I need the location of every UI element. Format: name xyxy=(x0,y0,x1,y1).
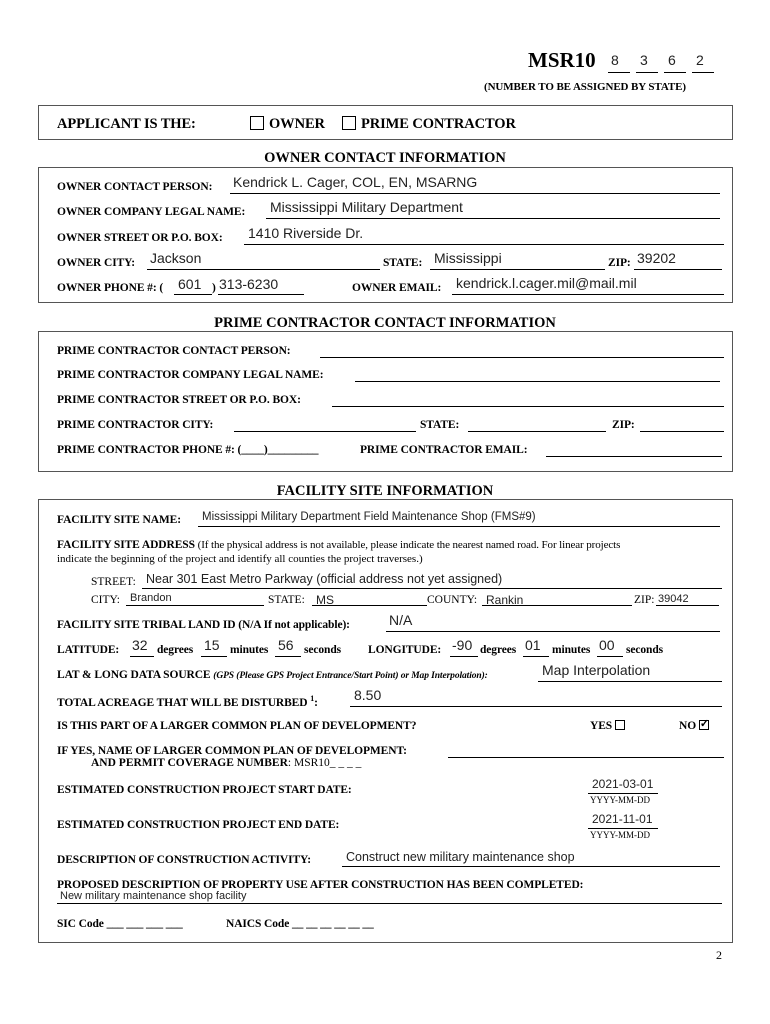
start-date-format: YYYY-MM-DD xyxy=(590,795,650,805)
prime-option-label: PRIME CONTRACTOR xyxy=(361,116,516,132)
owner-phone-area-field[interactable]: 601 xyxy=(178,276,202,292)
site-state-field[interactable]: MS xyxy=(316,593,334,607)
owner-company-field[interactable]: Mississippi Military Department xyxy=(270,199,463,215)
site-address-label xyxy=(57,539,620,551)
lat-sec-field[interactable]: 56 xyxy=(278,637,294,653)
prime-option[interactable] xyxy=(342,116,516,133)
owner-zip-label: ZIP: xyxy=(608,257,631,269)
owner-section-title: OWNER CONTACT INFORMATION xyxy=(264,150,506,166)
prime-section-title: PRIME CONTRACTOR CONTACT INFORMATION xyxy=(214,315,556,331)
lon-deg-word: degrees xyxy=(480,644,517,656)
page-number: 2 xyxy=(716,948,722,962)
owner-checkbox[interactable] xyxy=(250,116,264,130)
site-name-field[interactable]: Mississippi Military Department Field Maintenance Shop (FMS#9) xyxy=(202,511,536,523)
owner-contact-field[interactable]: Kendrick L. Cager, COL, EN, MSARNG xyxy=(233,174,478,190)
acreage-footnote: 1 xyxy=(310,694,315,703)
yes-checkbox[interactable] xyxy=(615,720,625,730)
lat-min-field[interactable]: 15 xyxy=(204,637,220,653)
prime-street-label: PRIME CONTRACTOR STREET OR P.O. BOX: xyxy=(57,394,301,406)
owner-city-field[interactable]: Jackson xyxy=(150,250,202,266)
activity-field[interactable]: Construct new military maintenance shop xyxy=(346,850,575,864)
end-date-field[interactable]: 2021-11-01 xyxy=(592,812,653,826)
acreage-field[interactable]: 8.50 xyxy=(354,687,382,703)
property-use-label: PROPOSED DESCRIPTION OF PROPERTY USE AFTER CONSTRUCTION HAS BEEN COMPLETED: xyxy=(57,879,584,891)
prime-state-field[interactable] xyxy=(468,431,606,432)
yes-option[interactable] xyxy=(590,720,625,732)
number-note: (NUMBER TO BE ASSIGNED BY STATE) xyxy=(484,81,686,93)
prime-zip-label: ZIP: xyxy=(612,419,635,431)
owner-street-label: OWNER STREET OR P.O. BOX: xyxy=(57,232,223,244)
owner-zip-field[interactable]: 39202 xyxy=(637,250,676,266)
prime-email-field[interactable] xyxy=(546,456,722,457)
prime-city-field[interactable] xyxy=(234,431,416,432)
naics-code-field[interactable]: NAICS Code __ __ __ __ __ __ xyxy=(226,918,374,930)
lat-min-word: minutes xyxy=(230,644,269,656)
msr-digit-3[interactable]: 6 xyxy=(668,52,676,68)
common-plan-question: IS THIS PART OF A LARGER COMMON PLAN OF DEVELOPMENT? xyxy=(57,720,417,732)
owner-phone-label: OWNER PHONE #: ( xyxy=(57,282,164,294)
no-label: NO xyxy=(679,720,697,732)
site-address-note-2: indicate the beginning of the project and identify all counties the project traverses.) xyxy=(57,553,423,565)
site-zip-label: ZIP: xyxy=(634,594,655,606)
prime-state-label: STATE: xyxy=(420,419,460,431)
prime-zip-field[interactable] xyxy=(640,431,724,432)
longitude-label: LONGITUDE: xyxy=(368,644,442,656)
activity-label: DESCRIPTION OF CONSTRUCTION ACTIVITY: xyxy=(57,854,311,866)
owner-contact-label: OWNER CONTACT PERSON: xyxy=(57,181,213,193)
prime-street-field[interactable] xyxy=(332,406,724,407)
permit-coverage-row xyxy=(91,757,361,769)
permit-coverage-label: AND PERMIT COVERAGE NUMBER xyxy=(91,757,288,769)
owner-city-label: OWNER CITY: xyxy=(57,257,136,269)
data-source-title: LAT & LONG DATA SOURCE xyxy=(57,669,211,681)
common-plan-name-field[interactable] xyxy=(448,757,724,758)
msr-digit-4[interactable]: 2 xyxy=(696,52,704,68)
lat-deg-field[interactable]: 32 xyxy=(132,637,148,653)
site-city-label: CITY: xyxy=(91,594,120,606)
lon-sec-field[interactable]: 00 xyxy=(599,637,615,653)
sic-code-field[interactable]: SIC Code ___ ___ ___ ___ xyxy=(57,918,183,930)
owner-state-label: STATE: xyxy=(383,257,423,269)
owner-option-label: OWNER xyxy=(269,116,325,132)
owner-email-field[interactable]: kendrick.l.cager.mil@mail.mil xyxy=(456,275,637,291)
prime-contact-field[interactable] xyxy=(320,357,724,358)
lon-min-field[interactable]: 01 xyxy=(525,637,541,653)
prime-phone-label[interactable]: PRIME CONTRACTOR PHONE #: (____)_________ xyxy=(57,444,319,456)
site-county-field[interactable]: Rankin xyxy=(486,593,524,607)
site-city-field[interactable]: Brandon xyxy=(130,592,172,604)
acreage-title: TOTAL ACREAGE THAT WILL BE DISTURBED xyxy=(57,696,308,709)
data-source-field[interactable]: Map Interpolation xyxy=(542,662,651,678)
latitude-label: LATITUDE: xyxy=(57,644,120,656)
owner-company-label: OWNER COMPANY LEGAL NAME: xyxy=(57,206,246,218)
owner-option[interactable] xyxy=(250,116,325,133)
prime-city-label: PRIME CONTRACTOR CITY: xyxy=(57,419,214,431)
site-street-field[interactable]: Near 301 East Metro Parkway (official address not yet assigned) xyxy=(146,572,503,586)
owner-phone-close: ) xyxy=(212,282,216,294)
site-address-title: FACILITY SITE ADDRESS xyxy=(57,539,195,551)
site-zip-field[interactable]: 39042 xyxy=(658,593,689,605)
prime-email-label: PRIME CONTRACTOR EMAIL: xyxy=(360,444,528,456)
prime-contact-label: PRIME CONTRACTOR CONTACT PERSON: xyxy=(57,345,291,357)
data-source-note: (GPS (Please GPS Project Entrance/Start Point) or Map Interpolation): xyxy=(213,671,488,681)
yes-label: YES xyxy=(590,720,613,732)
acreage-label: TOTAL ACREAGE THAT WILL BE DISTURBED $^1$: xyxy=(57,694,318,709)
prime-company-label: PRIME CONTRACTOR COMPANY LEGAL NAME: xyxy=(57,369,324,381)
tribal-label: FACILITY SITE TRIBAL LAND ID (N/A If not applicable): xyxy=(57,619,350,631)
tribal-field[interactable]: N/A xyxy=(389,612,413,628)
owner-phone-number-field[interactable]: 313-6230 xyxy=(219,276,279,292)
site-address-note-1: (If the physical address is not available, please indicate the nearest named road. For linear projects xyxy=(197,539,621,551)
lon-deg-field[interactable]: -90 xyxy=(452,637,473,653)
prime-company-field[interactable] xyxy=(355,381,720,382)
check-mark-icon: ✓ xyxy=(699,718,709,730)
lon-sec-word: seconds xyxy=(626,644,664,656)
prime-checkbox[interactable] xyxy=(342,116,356,130)
msr-digit-1[interactable]: 8 xyxy=(611,52,619,68)
applicant-label: APPLICANT IS THE: xyxy=(57,116,196,132)
data-source-label xyxy=(57,669,488,681)
end-date-label: ESTIMATED CONSTRUCTION PROJECT END DATE: xyxy=(57,819,340,831)
msr-digit-2[interactable]: 3 xyxy=(640,52,648,68)
facility-section-title: FACILITY SITE INFORMATION xyxy=(276,483,494,499)
owner-email-label: OWNER EMAIL: xyxy=(352,282,442,294)
site-street-label: STREET: xyxy=(91,576,136,588)
site-state-label: STATE: xyxy=(268,594,305,606)
lat-sec-word: seconds xyxy=(304,644,342,656)
permit-coverage-value[interactable]: : MSR10_ _ _ _ xyxy=(287,757,362,769)
msr-number xyxy=(528,48,596,73)
start-date-field[interactable]: 2021-03-01 xyxy=(592,777,654,791)
site-name-label: FACILITY SITE NAME: xyxy=(57,514,181,526)
property-use-field[interactable]: New military maintenance shop facility xyxy=(60,890,247,902)
lat-deg-word: degrees xyxy=(157,644,194,656)
owner-street-field[interactable]: 1410 Riverside Dr. xyxy=(248,225,364,241)
start-date-label: ESTIMATED CONSTRUCTION PROJECT START DATE: xyxy=(57,784,352,796)
no-option[interactable] xyxy=(679,720,709,732)
no-checkbox[interactable] xyxy=(699,720,709,730)
common-plan-name-label: IF YES, NAME OF LARGER COMMON PLAN OF DEVELOPMENT: xyxy=(57,745,407,757)
lon-min-word: minutes xyxy=(552,644,591,656)
end-date-format: YYYY-MM-DD xyxy=(590,830,650,840)
site-county-label: COUNTY: xyxy=(427,594,478,606)
msr-prefix: MSR10 xyxy=(528,48,596,72)
owner-state-field[interactable]: Mississippi xyxy=(434,250,502,266)
